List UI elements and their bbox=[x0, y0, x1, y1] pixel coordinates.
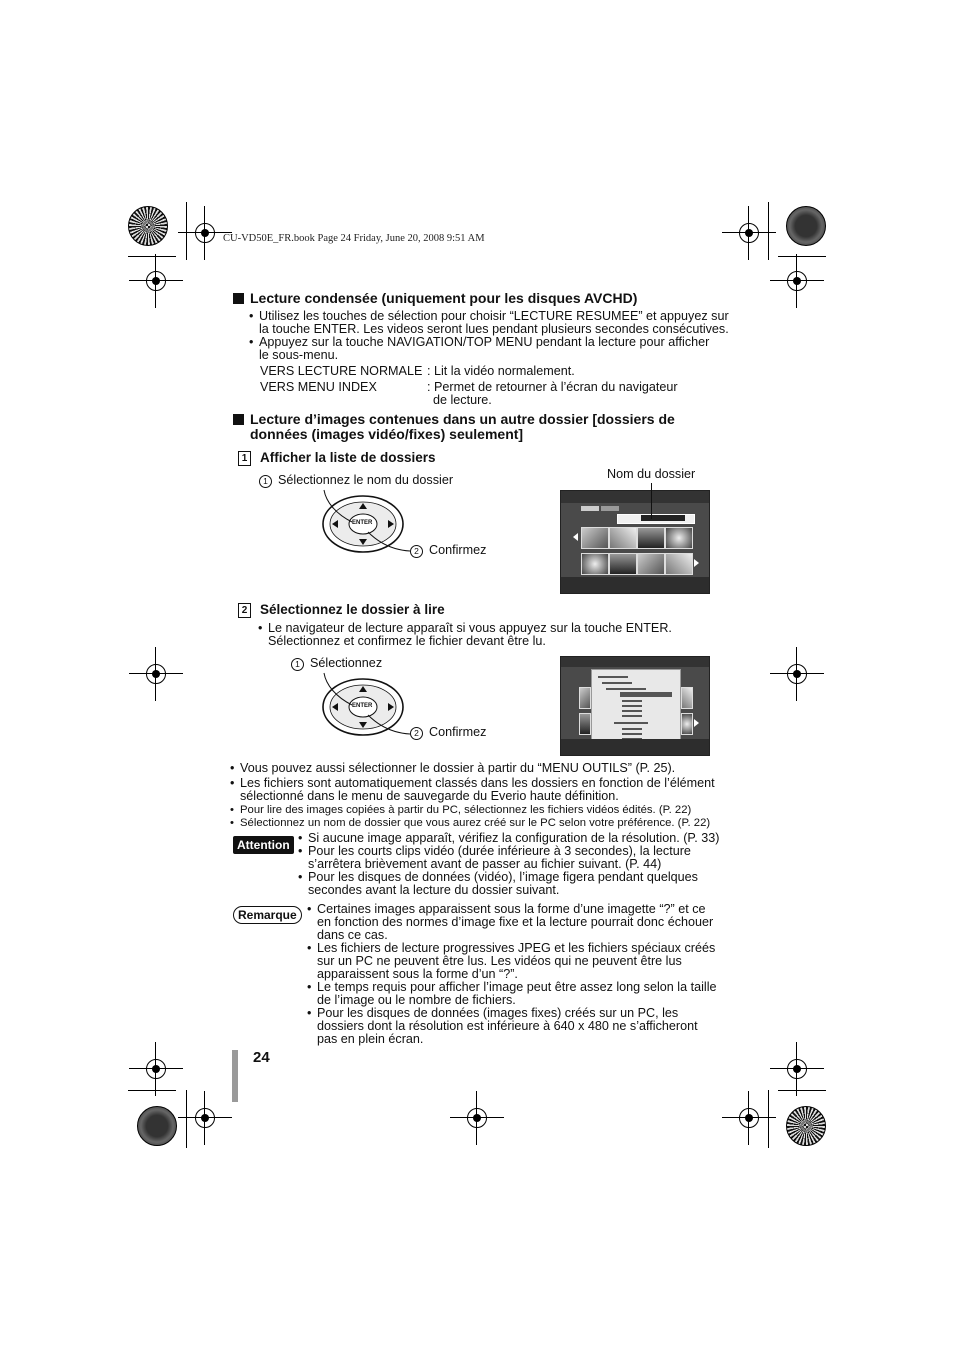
general-notes bbox=[230, 762, 730, 830]
list-item: • Certaines images apparaissent sous la forme d’une imagette “?” et ce en fonction des normes d’image fixe et la lecture pourrait donc échouer dans ce cas. bbox=[307, 903, 727, 942]
thumbnail bbox=[579, 713, 591, 735]
square-bullet-icon bbox=[233, 414, 244, 425]
step1-heading: 1 Afficher la liste de dossiers bbox=[238, 450, 436, 466]
thumbnail bbox=[665, 527, 693, 549]
crosshair-mark-left-middle bbox=[143, 661, 169, 687]
page-side-tab bbox=[232, 1050, 238, 1102]
crop-mark bbox=[778, 1090, 826, 1091]
step2-heading: 2 Sélectionnez le dossier à lire bbox=[238, 602, 445, 618]
crosshair-mark-top-left bbox=[192, 220, 218, 246]
folder-tree-row bbox=[602, 682, 632, 684]
crop-mark bbox=[778, 256, 826, 257]
section-title-lecture-condensee: Lecture condensée (uniquement pour les disques AVCHD) bbox=[233, 291, 637, 306]
enter-button: ENTER bbox=[352, 520, 373, 526]
thumbnail bbox=[681, 687, 693, 709]
list-item: • Pour les disques de données (images fixes) créés sur un PC, les dossiers dont la résolution est inférieure à 640 x 480 ne s’afficheront pas en plein écran. bbox=[307, 1007, 727, 1046]
crop-mark bbox=[186, 202, 187, 260]
step2-instruction-confirm: 2 Confirmez bbox=[410, 726, 486, 740]
navigation-screen-folder-list bbox=[560, 490, 710, 594]
crop-mark bbox=[128, 1090, 176, 1091]
crosshair-mark-left-upper bbox=[143, 268, 169, 294]
crop-mark bbox=[186, 1090, 187, 1148]
color-registration-mark-top-right bbox=[786, 206, 826, 246]
folder-tree-row bbox=[622, 715, 642, 717]
circled-number: 2 bbox=[410, 727, 423, 740]
remarque-notes bbox=[307, 903, 727, 1046]
folder-tree-row bbox=[622, 728, 642, 730]
thumbnail bbox=[579, 687, 591, 709]
thumbnail bbox=[581, 553, 609, 575]
folder-tree-row bbox=[622, 705, 642, 707]
step1-callout-nom-du-dossier: Nom du dossier bbox=[607, 467, 696, 481]
chevron-left-icon bbox=[573, 533, 578, 541]
step2-leader-lines bbox=[318, 671, 418, 751]
color-registration-mark-top-left bbox=[128, 206, 168, 246]
thumbnail bbox=[609, 553, 637, 575]
crosshair-mark-bottom-left bbox=[192, 1105, 218, 1131]
screen-footer-bar bbox=[561, 739, 709, 755]
thumbnail bbox=[581, 527, 609, 549]
step-number-badge: 1 bbox=[238, 451, 251, 466]
file-header-line: CU-VD50E_FR.book Page 24 Friday, June 20, 2008 9:51 AM bbox=[223, 233, 485, 244]
thumbnail bbox=[609, 527, 637, 549]
chevron-right-icon bbox=[694, 559, 699, 567]
folder-tree-row bbox=[614, 722, 648, 724]
screen-header-bar bbox=[561, 491, 709, 503]
folder-tree-selected-row bbox=[620, 692, 672, 697]
section-title-lecture-autre-dossier: Lecture d’images contenues dans un autre dossier [dossiers de données (images vidéo/fixes) seulement] bbox=[233, 412, 675, 442]
list-item: • Les fichiers sont automatiquement classés dans les dossiers en fonction de l’élément sélectionné dans le menu de sauvegarde du Everio haute définition. bbox=[230, 777, 730, 803]
step1-instruction-confirm: 2 Confirmez bbox=[410, 544, 486, 558]
step1-leader-lines bbox=[318, 488, 418, 568]
enter-button: ENTER bbox=[352, 703, 373, 709]
folder-name-selection bbox=[641, 515, 685, 521]
list-item: • Le navigateur de lecture apparaît si vous appuyez sur la touche ENTER. Sélectionnez et confirmez le fichier devant être lu. bbox=[258, 622, 698, 648]
attention-notes bbox=[298, 832, 728, 897]
crosshair-mark-bottom-center bbox=[464, 1105, 490, 1131]
list-item: • Les fichiers de lecture progressives JPEG et les fichiers spéciaux créés sur un PC ne peuvent être lus. Les vidéos qui ne peuvent être lus apparaissent sous la forme d’un “?”. bbox=[307, 942, 727, 981]
list-item: • Pour lire des images copiées à partir du PC, sélectionnez les fichiers vidéos édités. (P. 22) bbox=[230, 804, 730, 817]
crop-mark bbox=[768, 202, 769, 260]
step-number-badge: 2 bbox=[238, 603, 251, 618]
option-vers-menu-index-desc: : Permet de retourner à l’écran du navigateur de lecture. bbox=[427, 380, 678, 407]
crosshair-mark-top-right bbox=[736, 220, 762, 246]
screen-tab bbox=[601, 506, 619, 511]
folder-tree-row bbox=[622, 733, 642, 735]
thumbnail bbox=[637, 553, 665, 575]
circled-number: 1 bbox=[291, 658, 304, 671]
attention-badge: Attention bbox=[233, 836, 294, 854]
navigation-screen-folder-tree bbox=[560, 656, 710, 756]
thumbnail bbox=[637, 527, 665, 549]
step2-instruction-select: 1 Sélectionnez bbox=[291, 657, 382, 671]
crosshair-mark-bottom-right bbox=[736, 1105, 762, 1131]
option-vers-lecture-normale-desc: : Lit la vidéo normalement. bbox=[427, 364, 575, 378]
section1-bullets bbox=[249, 310, 729, 362]
screen-tab bbox=[581, 506, 599, 511]
list-item: • Vous pouvez aussi sélectionner le dossier à partir du “MENU OUTILS” (P. 25). bbox=[230, 762, 730, 775]
folder-tree-row bbox=[598, 676, 628, 678]
screen-footer-bar bbox=[561, 577, 709, 593]
list-item: • Pour les disques de données (vidéo), l’image figera pendant quelques secondes avant la lecture du dossier suivant. bbox=[298, 871, 728, 897]
folder-tree-row bbox=[606, 688, 646, 690]
list-item: • Le temps requis pour afficher l’image peut être assez long selon la taille de l’image ou le nombre de fichiers. bbox=[307, 981, 727, 1007]
list-item: • Pour les courts clips vidéo (durée inférieure à 3 secondes), la lecture s’arrêtera brièvement avant de passer au fichier suivant. (P. 44) bbox=[298, 845, 728, 871]
list-item: • Si aucune image apparaît, vérifiez la configuration de la résolution. (P. 33) bbox=[298, 832, 728, 845]
thumbnail bbox=[681, 713, 693, 735]
crosshair-mark-right-lower bbox=[784, 1056, 810, 1082]
step2-bullets bbox=[258, 622, 698, 648]
circled-number: 1 bbox=[259, 475, 272, 488]
option-vers-lecture-normale-label: VERS LECTURE NORMALE bbox=[260, 364, 423, 378]
chevron-right-icon bbox=[694, 719, 699, 727]
folder-tree-row bbox=[622, 710, 642, 712]
color-registration-mark-bottom-left bbox=[137, 1106, 177, 1146]
option-vers-menu-index-label: VERS MENU INDEX bbox=[260, 380, 377, 394]
list-item: • Appuyez sur la touche NAVIGATION/TOP MENU pendant la lecture pour afficher le sous-menu. bbox=[249, 336, 729, 362]
color-registration-mark-bottom-right bbox=[786, 1106, 826, 1146]
thumbnail bbox=[665, 553, 693, 575]
crosshair-mark-left-lower bbox=[143, 1056, 169, 1082]
list-item: • Sélectionnez un nom de dossier que vous aurez créé sur le PC selon votre préférence. (P. 22) bbox=[230, 817, 730, 830]
crosshair-mark-right-upper bbox=[784, 268, 810, 294]
page-number: 24 bbox=[253, 1049, 270, 1066]
remarque-badge: Remarque bbox=[233, 906, 302, 924]
callout-leader-line bbox=[651, 483, 652, 519]
screen-header-bar bbox=[561, 657, 709, 667]
crosshair-mark-right-middle bbox=[784, 661, 810, 687]
circled-number: 2 bbox=[410, 545, 423, 558]
crop-mark bbox=[128, 256, 176, 257]
square-bullet-icon bbox=[233, 293, 244, 304]
folder-tree-panel bbox=[591, 669, 681, 743]
crop-mark bbox=[768, 1090, 769, 1148]
folder-tree-row bbox=[622, 700, 642, 702]
step1-instruction-select: 1 Sélectionnez le nom du dossier bbox=[259, 474, 453, 488]
list-item: • Utilisez les touches de sélection pour choisir “LECTURE RESUMEE” et appuyez sur la touche ENTER. Les videos seront lues pendant plusieurs secondes consécutives. bbox=[249, 310, 729, 336]
